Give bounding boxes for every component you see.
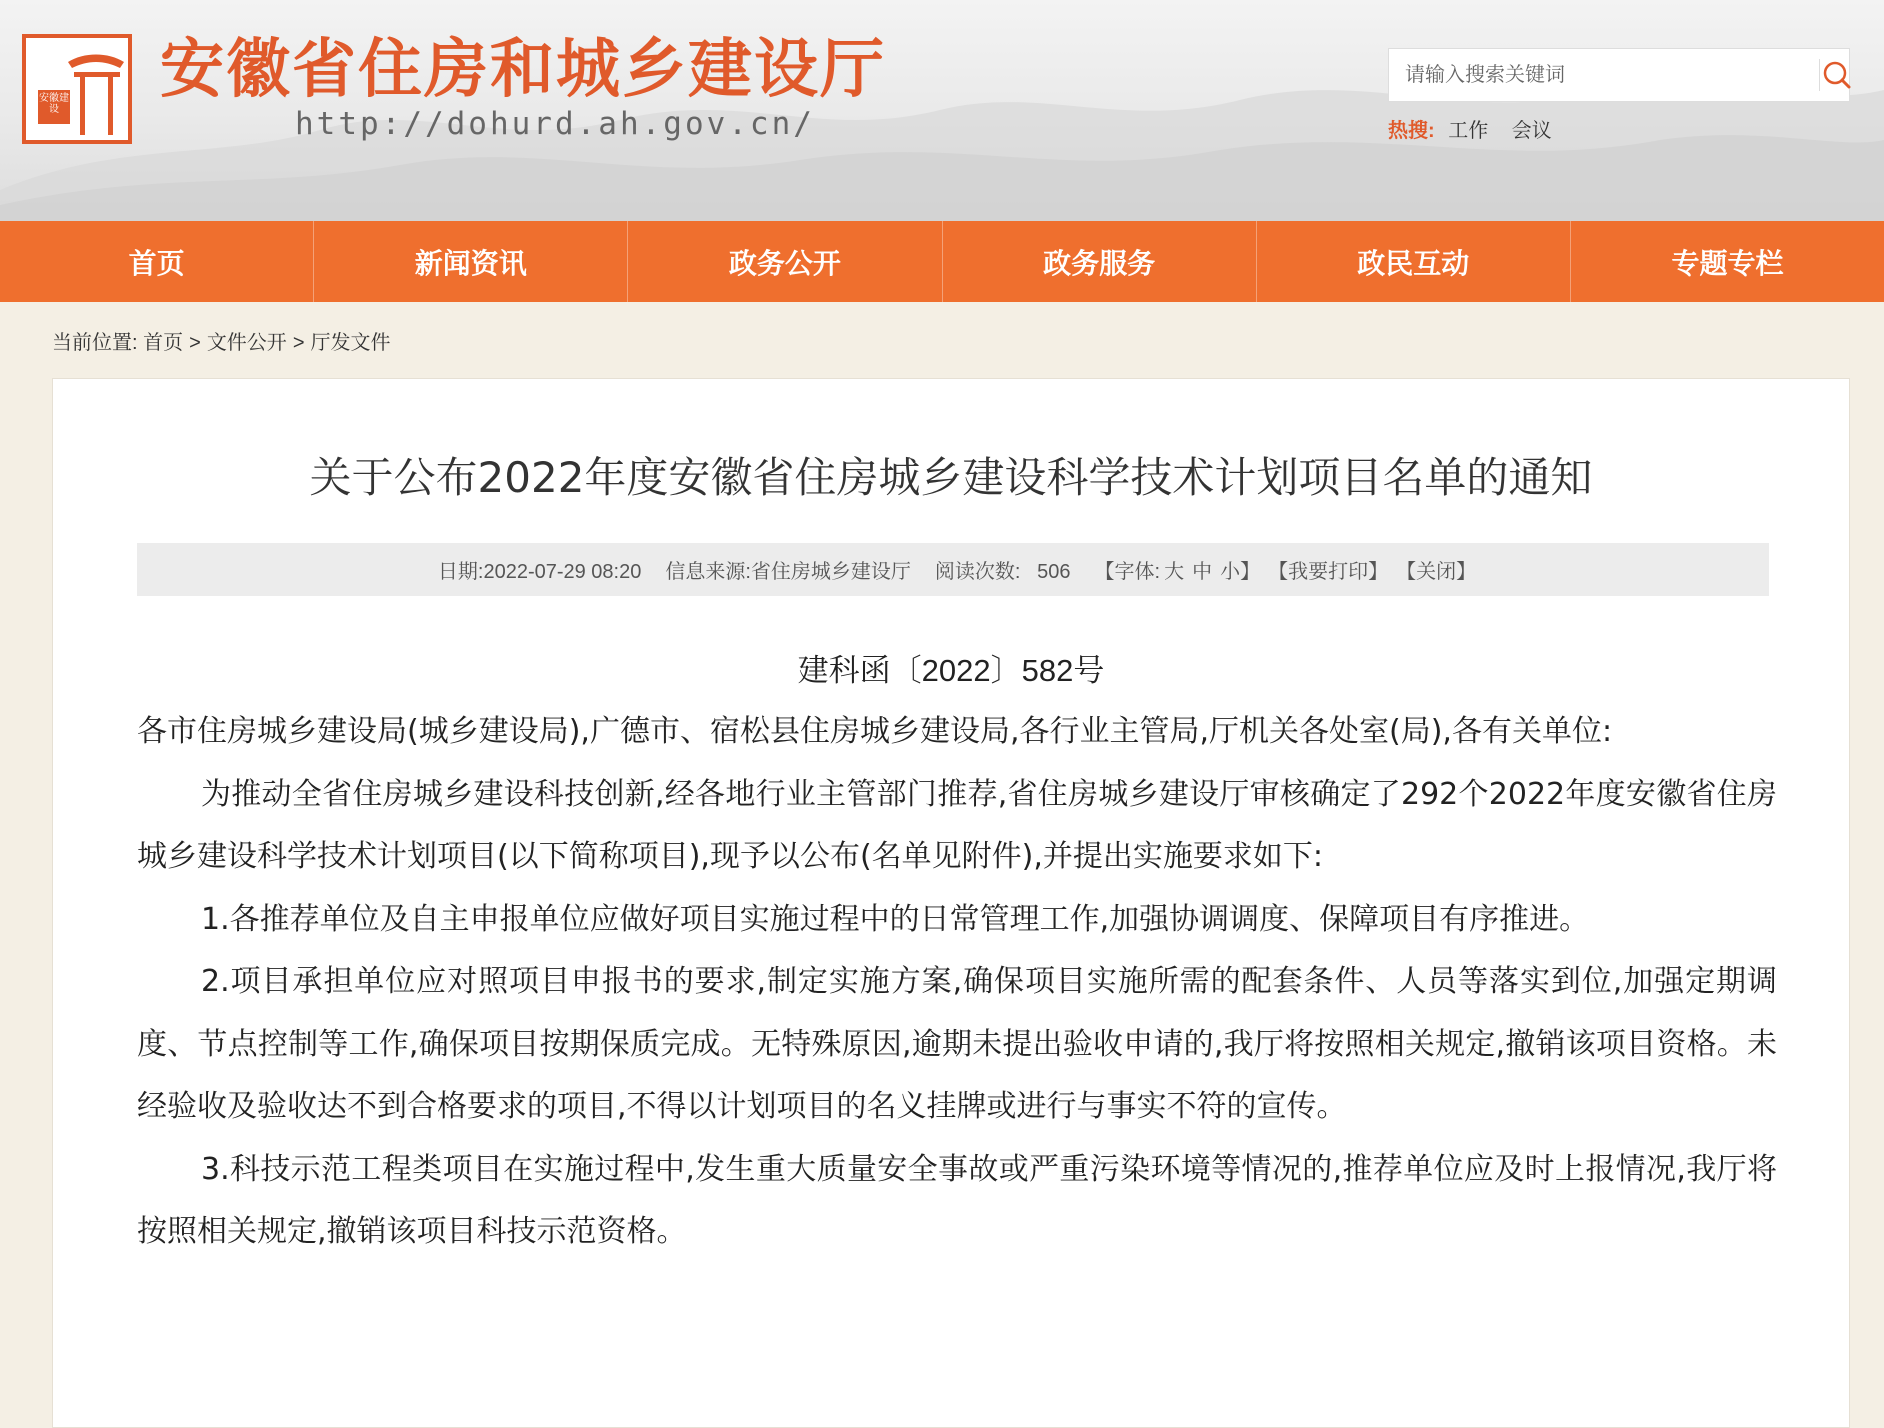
breadcrumb-separator: > [292, 332, 305, 354]
article-paragraph: 各市住房城乡建设局(城乡建设局),广德市、宿松县住房城乡建设局,各行业主管局,厅机关各处室(局),各有关单位: [137, 714, 1613, 749]
breadcrumb-label: 当前位置: [52, 332, 138, 354]
article-source: 信息来源:省住房城乡建设厅 [665, 561, 911, 583]
site-title: 安徽省住房和城乡建设厅 [160, 33, 886, 107]
search-icon [1821, 49, 1851, 101]
font-size-label: 【字体: [1094, 561, 1161, 583]
article-paragraph: 为推动全省住房城乡建设科技创新,经各地行业主管部门推荐,省住房城乡建设厅审核确定了292个2022年度安徽省住房城乡建设科学技术计划项目(以下简称项目),现予以公布(名单见附件),并提出实施要求如下: [137, 776, 1777, 874]
breadcrumb-item-files[interactable]: 文件公开 [206, 332, 287, 354]
hot-search-label: 热搜: [1388, 120, 1435, 142]
nav-item-interaction[interactable]: 政民互动 [1257, 221, 1571, 302]
breadcrumb [52, 326, 391, 355]
article-title: 关于公布2022年度安徽省住房城乡建设科学技术计划项目名单的通知 [309, 453, 1593, 502]
document-number: 建科函〔2022〕582号 [797, 653, 1105, 688]
nav-item-home[interactable]: 首页 [0, 221, 314, 302]
font-small-button[interactable]: 小】 [1220, 561, 1261, 583]
breadcrumb-separator: > [189, 332, 201, 354]
article-meta-bar [137, 543, 1769, 596]
article-body [137, 701, 1777, 1264]
search-button[interactable] [1821, 49, 1851, 101]
gate-emblem-icon [66, 48, 126, 138]
search-divider [1819, 59, 1820, 91]
article-paragraph: 2.项目承担单位应对照项目申报书的要求,制定实施方案,确保项目实施所需的配套条件、人员等落实到位,加强定期调度、节点控制等工作,确保项目按期保质完成。无特殊原因,逾期未提出验收申请的,我厅将按照相关规定,撤销该项目资格。未经验收及验收达不到合格要求的项目,不得以计划项目的名义挂牌或进行与事实不符的宣传。 [137, 964, 1777, 1124]
search-input[interactable] [1389, 49, 1819, 101]
hot-search [1388, 114, 1570, 143]
article-panel [52, 378, 1850, 1428]
close-button[interactable]: 【关闭】 [1396, 561, 1477, 583]
article-paragraph: 1.各推荐单位及自主申报单位应做好项目实施过程中的日常管理工作,加强协调调度、保障项目有序推进。 [201, 901, 1590, 937]
font-large-button[interactable]: 大 [1164, 561, 1185, 583]
search-box [1388, 48, 1850, 102]
hot-search-item[interactable]: 会议 [1511, 120, 1552, 142]
site-url: http://dohurd.ah.gov.cn/ [295, 106, 815, 142]
article-date: 日期:2022-07-29 08:20 [437, 561, 642, 583]
views-count: 506 [1037, 561, 1071, 583]
logo-seal: 安徽建设 [38, 90, 70, 124]
hot-search-item[interactable]: 工作 [1448, 120, 1489, 142]
nav-item-news[interactable]: 新闻资讯 [314, 221, 628, 302]
breadcrumb-item-dept-files[interactable]: 厅发文件 [310, 332, 391, 354]
nav-item-special-topics[interactable]: 专题专栏 [1671, 246, 1784, 280]
nav-item-gov-services[interactable]: 政务服务 [943, 221, 1257, 302]
main-nav [0, 221, 1884, 302]
breadcrumb-item-home[interactable]: 首页 [143, 332, 184, 354]
font-size-controls [1095, 555, 1265, 584]
article-views [935, 555, 1071, 584]
views-label: 阅读次数: [934, 561, 1021, 583]
nav-item-gov-affairs-open[interactable]: 政务公开 [628, 221, 942, 302]
article-paragraph: 3.科技示范工程类项目在实施过程中,发生重大质量安全事故或严重污染环境等情况的,推荐单位应及时上报情况,我厅将按照相关规定,撤销该项目科技示范资格。 [137, 1151, 1777, 1249]
site-header [0, 0, 1884, 221]
font-medium-button[interactable]: 中 [1192, 561, 1213, 583]
site-logo[interactable] [22, 34, 132, 144]
print-button[interactable]: 【我要打印】 [1268, 561, 1389, 583]
